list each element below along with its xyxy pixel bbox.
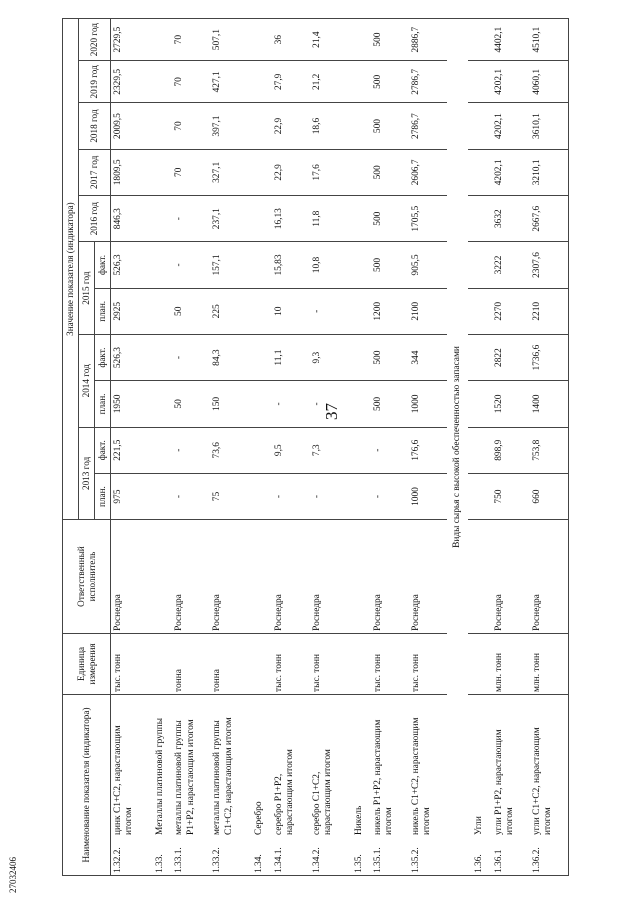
value-cell: 898,9 xyxy=(492,427,530,473)
indicator-name-cell xyxy=(248,694,271,875)
indicator-name-cell xyxy=(492,694,530,875)
value-cell: 975 xyxy=(111,473,150,519)
unit-cell xyxy=(248,633,271,694)
indicator-name-cell xyxy=(310,694,348,875)
value-cell xyxy=(468,61,491,103)
indicator-name: никель Р1+Р2, нарастающим итогом xyxy=(372,719,395,835)
value-cell: - xyxy=(371,473,409,519)
col-header-2018: 2018 год xyxy=(79,103,111,149)
value-cell xyxy=(468,19,491,61)
executor-cell: Роснедра xyxy=(111,520,150,634)
indicator-name-cell xyxy=(149,694,172,875)
indicator-code: 1.35. xyxy=(353,854,364,873)
value-cell xyxy=(149,149,172,195)
unit-cell: тонна xyxy=(210,633,248,694)
col-header-unit: Единица измерения xyxy=(63,633,111,694)
value-cell: 3222 xyxy=(492,242,530,288)
value-cell xyxy=(348,61,371,103)
indicator-name-cell xyxy=(348,694,371,875)
value-cell xyxy=(248,103,271,149)
value-cell: 84,3 xyxy=(210,334,248,380)
indicator-code: 1.34. xyxy=(254,854,265,873)
value-cell xyxy=(149,288,172,334)
table-group-row xyxy=(447,19,468,876)
col-header-2019: 2019 год xyxy=(79,61,111,103)
value-cell: 2329,5 xyxy=(111,61,150,103)
indicator-name-cell xyxy=(210,694,248,875)
table-row xyxy=(111,19,150,876)
value-cell: 1000 xyxy=(409,381,447,427)
value-cell: 2667,6 xyxy=(530,196,569,242)
indicator-code: 1.33.2. xyxy=(212,847,223,873)
table-body xyxy=(111,19,568,876)
value-cell xyxy=(248,288,271,334)
indicator-code: 1.34.2. xyxy=(311,847,322,873)
value-cell: 2729,5 xyxy=(111,19,150,61)
value-cell xyxy=(468,381,491,427)
value-cell xyxy=(468,149,491,195)
value-cell: 1950 xyxy=(111,381,150,427)
value-cell xyxy=(248,473,271,519)
indicator-code: 1.36.2. xyxy=(531,847,542,873)
executor-cell: Роснедра xyxy=(530,520,569,634)
value-cell: 15,83 xyxy=(272,242,310,288)
value-cell: 500 xyxy=(371,196,409,242)
value-cell: - xyxy=(310,381,348,427)
col-header-2015: 2015 год xyxy=(79,242,95,335)
value-cell xyxy=(348,242,371,288)
value-cell: 11,8 xyxy=(310,196,348,242)
value-cell xyxy=(468,473,491,519)
value-cell: 22,9 xyxy=(272,149,310,195)
value-cell xyxy=(348,196,371,242)
value-cell: 1736,6 xyxy=(530,334,569,380)
value-cell xyxy=(348,288,371,334)
value-cell: 1400 xyxy=(530,381,569,427)
value-cell: 2925 xyxy=(111,288,150,334)
table-section-row xyxy=(248,19,271,876)
value-cell: 70 xyxy=(172,149,210,195)
value-cell: 2786,7 xyxy=(409,103,447,149)
value-cell: 500 xyxy=(371,149,409,195)
value-cell: 344 xyxy=(409,334,447,380)
value-cell: 2606,7 xyxy=(409,149,447,195)
value-cell xyxy=(149,334,172,380)
value-cell xyxy=(468,334,491,380)
value-cell: 176,6 xyxy=(409,427,447,473)
executor-cell: Роснедра xyxy=(272,520,310,634)
value-cell: 2100 xyxy=(409,288,447,334)
value-cell: - xyxy=(272,381,310,427)
col-header-2020: 2020 год xyxy=(79,19,111,61)
value-cell xyxy=(348,149,371,195)
value-cell: 11,1 xyxy=(272,334,310,380)
indicator-code: 1.33. xyxy=(155,854,166,873)
value-cell: 70 xyxy=(172,61,210,103)
value-cell: - xyxy=(310,473,348,519)
value-cell xyxy=(149,196,172,242)
value-cell: 2786,7 xyxy=(409,61,447,103)
value-cell: 3210,1 xyxy=(530,149,569,195)
table-row xyxy=(409,19,447,876)
value-cell: 21,2 xyxy=(310,61,348,103)
group-heading: Виды сырья с высокой обеспеченностью запасами xyxy=(447,19,468,876)
indicator-code: 1.33.1. xyxy=(174,847,185,873)
executor-cell: Роснедра xyxy=(310,520,348,634)
value-cell: 150 xyxy=(210,381,248,427)
value-cell xyxy=(468,242,491,288)
unit-cell xyxy=(348,633,371,694)
value-cell: 2270 xyxy=(492,288,530,334)
value-cell: 397,1 xyxy=(210,103,248,149)
value-cell: 50 xyxy=(172,288,210,334)
value-cell: 73,6 xyxy=(210,427,248,473)
value-cell: 221,5 xyxy=(111,427,150,473)
indicator-name: металлы платиновой группы С1+С2, нарастающим итогом xyxy=(212,717,234,835)
value-cell: 16,13 xyxy=(272,196,310,242)
value-cell: 10 xyxy=(272,288,310,334)
value-cell: 500 xyxy=(371,103,409,149)
value-cell: 10,8 xyxy=(310,242,348,288)
value-cell xyxy=(348,427,371,473)
value-cell: 905,5 xyxy=(409,242,447,288)
value-cell xyxy=(468,196,491,242)
unit-cell xyxy=(468,633,491,694)
value-cell xyxy=(248,242,271,288)
executor-cell: Роснедра xyxy=(492,520,530,634)
col-header-2013-plan: план. xyxy=(95,473,111,519)
table-section-row xyxy=(149,19,172,876)
value-cell: - xyxy=(172,242,210,288)
table-row xyxy=(272,19,310,876)
value-cell: - xyxy=(310,288,348,334)
value-cell: 157,1 xyxy=(210,242,248,288)
document-id: 27032406 xyxy=(8,857,18,893)
indicator-name: угли С1+С2, нарастающим итогом xyxy=(531,727,553,835)
indicator-table-wrapper xyxy=(62,18,608,876)
value-cell: 2009,5 xyxy=(111,103,150,149)
table-header xyxy=(63,19,111,876)
value-cell: - xyxy=(172,334,210,380)
executor-cell: Роснедра xyxy=(371,520,409,634)
value-cell: 500 xyxy=(371,381,409,427)
unit-cell: тыс. тонн xyxy=(272,633,310,694)
executor-cell xyxy=(348,520,371,634)
unit-cell: тыс. тонн xyxy=(409,633,447,694)
value-cell: 50 xyxy=(172,381,210,427)
value-cell xyxy=(248,196,271,242)
indicator-name: серебро Р1+Р2, нарастающим итогом xyxy=(273,749,295,835)
value-cell: 27,9 xyxy=(272,61,310,103)
value-cell xyxy=(348,19,371,61)
value-cell: 3632 xyxy=(492,196,530,242)
value-cell xyxy=(348,381,371,427)
value-cell: 2210 xyxy=(530,288,569,334)
value-cell: 70 xyxy=(172,19,210,61)
table-row xyxy=(172,19,210,876)
value-cell: 36 xyxy=(272,19,310,61)
indicator-name-cell xyxy=(409,694,447,875)
executor-cell: Роснедра xyxy=(210,520,248,634)
executor-cell: Роснедра xyxy=(409,520,447,634)
value-cell: - xyxy=(172,473,210,519)
unit-cell: тыс. тонн xyxy=(111,633,150,694)
value-cell: - xyxy=(272,473,310,519)
value-cell xyxy=(149,381,172,427)
indicator-name: Никель xyxy=(353,805,364,835)
value-cell xyxy=(149,242,172,288)
col-header-2014-plan: план. xyxy=(95,381,111,427)
value-cell xyxy=(149,103,172,149)
unit-cell: тонна xyxy=(172,633,210,694)
value-cell: 17,6 xyxy=(310,149,348,195)
indicator-name-cell xyxy=(172,694,210,875)
value-cell: 2307,6 xyxy=(530,242,569,288)
value-cell xyxy=(348,473,371,519)
unit-cell xyxy=(149,633,172,694)
value-cell: 846,3 xyxy=(111,196,150,242)
value-cell: 21,4 xyxy=(310,19,348,61)
value-cell: 660 xyxy=(530,473,569,519)
indicator-code: 1.35.1. xyxy=(372,847,383,873)
value-cell: 1000 xyxy=(409,473,447,519)
value-cell xyxy=(149,427,172,473)
value-cell xyxy=(149,19,172,61)
value-cell: 500 xyxy=(371,61,409,103)
value-cell: 1705,5 xyxy=(409,196,447,242)
value-cell: 427,1 xyxy=(210,61,248,103)
value-cell: 500 xyxy=(371,334,409,380)
executor-cell xyxy=(149,520,172,634)
col-header-2014: 2014 год xyxy=(79,334,95,427)
col-header-2014-fact: факт. xyxy=(95,334,111,380)
value-cell: 526,3 xyxy=(111,242,150,288)
executor-cell xyxy=(468,520,491,634)
indicator-name-cell xyxy=(272,694,310,875)
indicator-name: Металлы платиновой группы xyxy=(155,717,166,835)
table-row xyxy=(492,19,530,876)
value-cell xyxy=(248,427,271,473)
value-cell: 500 xyxy=(371,242,409,288)
col-header-executor: Ответственный исполнитель xyxy=(63,520,111,634)
value-cell: 9,5 xyxy=(272,427,310,473)
value-cell: 4060,1 xyxy=(530,61,569,103)
indicator-code: 1.32.2. xyxy=(113,847,124,873)
indicator-name-cell xyxy=(371,694,409,875)
col-header-2013: 2013 год xyxy=(79,427,95,520)
value-cell: 70 xyxy=(172,103,210,149)
value-cell xyxy=(468,427,491,473)
value-cell xyxy=(248,61,271,103)
value-cell: 1520 xyxy=(492,381,530,427)
value-cell: 18,6 xyxy=(310,103,348,149)
col-header-2015-fact: факт. xyxy=(95,242,111,288)
value-cell xyxy=(248,381,271,427)
value-cell: 4510,1 xyxy=(530,19,569,61)
page-number: 37 xyxy=(322,403,341,420)
executor-cell: Роснедра xyxy=(172,520,210,634)
indicator-name-cell xyxy=(468,694,491,875)
indicator-code: 1.35.2. xyxy=(410,847,421,873)
value-cell: 1200 xyxy=(371,288,409,334)
value-cell: 75 xyxy=(210,473,248,519)
indicator-table xyxy=(62,18,569,876)
value-cell: 507,1 xyxy=(210,19,248,61)
value-cell xyxy=(348,334,371,380)
unit-cell: млн. тонн xyxy=(530,633,569,694)
value-cell: 500 xyxy=(371,19,409,61)
table-section-row xyxy=(348,19,371,876)
indicator-code: 1.36. xyxy=(474,854,485,873)
indicator-name: серебро С1+С2, нарастающим итогом xyxy=(311,749,333,835)
value-cell: 750 xyxy=(492,473,530,519)
value-cell: 4202,1 xyxy=(492,149,530,195)
table-row xyxy=(371,19,409,876)
value-cell xyxy=(248,334,271,380)
value-cell xyxy=(248,149,271,195)
col-header-2015-plan: план. xyxy=(95,288,111,334)
unit-cell: тыс. тонн xyxy=(371,633,409,694)
indicator-name: угли Р1+Р2, нарастающим итогом xyxy=(493,729,515,835)
indicator-name-cell xyxy=(530,694,569,875)
value-cell: 2822 xyxy=(492,334,530,380)
table-row xyxy=(210,19,248,876)
value-cell: 4202,1 xyxy=(492,61,530,103)
value-cell: 1809,5 xyxy=(111,149,150,195)
unit-cell: млн. тонн xyxy=(492,633,530,694)
col-header-values-group: Значение показателя (индикатора) xyxy=(63,19,79,520)
value-cell: 237,1 xyxy=(210,196,248,242)
col-header-2016: 2016 год xyxy=(79,196,111,242)
value-cell: 4202,1 xyxy=(492,103,530,149)
col-header-name: Наименование показателя (индикатора) xyxy=(63,694,111,875)
value-cell: 3610,1 xyxy=(530,103,569,149)
executor-cell xyxy=(248,520,271,634)
value-cell xyxy=(468,288,491,334)
value-cell: 9,3 xyxy=(310,334,348,380)
value-cell: 225 xyxy=(210,288,248,334)
indicator-name: никель С1+С2, нарастающим итогом xyxy=(410,717,433,835)
indicator-code: 1.34.1. xyxy=(273,847,284,873)
value-cell xyxy=(248,19,271,61)
value-cell: 526,3 xyxy=(111,334,150,380)
indicator-code: 1.36.1 xyxy=(493,849,504,873)
value-cell: - xyxy=(371,427,409,473)
indicator-name: металлы платиновой группы Р1+Р2, нарастающим итогом xyxy=(174,719,196,835)
indicator-name: цинк С1+С2, нарастающим итогом xyxy=(113,725,135,835)
indicator-name: Серебро xyxy=(254,801,265,835)
value-cell: 753,8 xyxy=(530,427,569,473)
value-cell: 22,9 xyxy=(272,103,310,149)
value-cell xyxy=(149,61,172,103)
col-header-2017: 2017 год xyxy=(79,149,111,195)
col-header-2013-fact: факт. xyxy=(95,427,111,473)
value-cell: 7,3 xyxy=(310,427,348,473)
value-cell xyxy=(468,103,491,149)
value-cell xyxy=(149,473,172,519)
table-row xyxy=(530,19,569,876)
value-cell: 2886,7 xyxy=(409,19,447,61)
table-section-row xyxy=(468,19,491,876)
value-cell: 327,1 xyxy=(210,149,248,195)
value-cell: 4402,1 xyxy=(492,19,530,61)
value-cell: - xyxy=(172,427,210,473)
unit-cell: тыс. тонн xyxy=(310,633,348,694)
indicator-name-cell xyxy=(111,694,150,875)
value-cell xyxy=(348,103,371,149)
value-cell: - xyxy=(172,196,210,242)
indicator-name: Угли xyxy=(474,816,485,835)
table-row xyxy=(310,19,348,876)
